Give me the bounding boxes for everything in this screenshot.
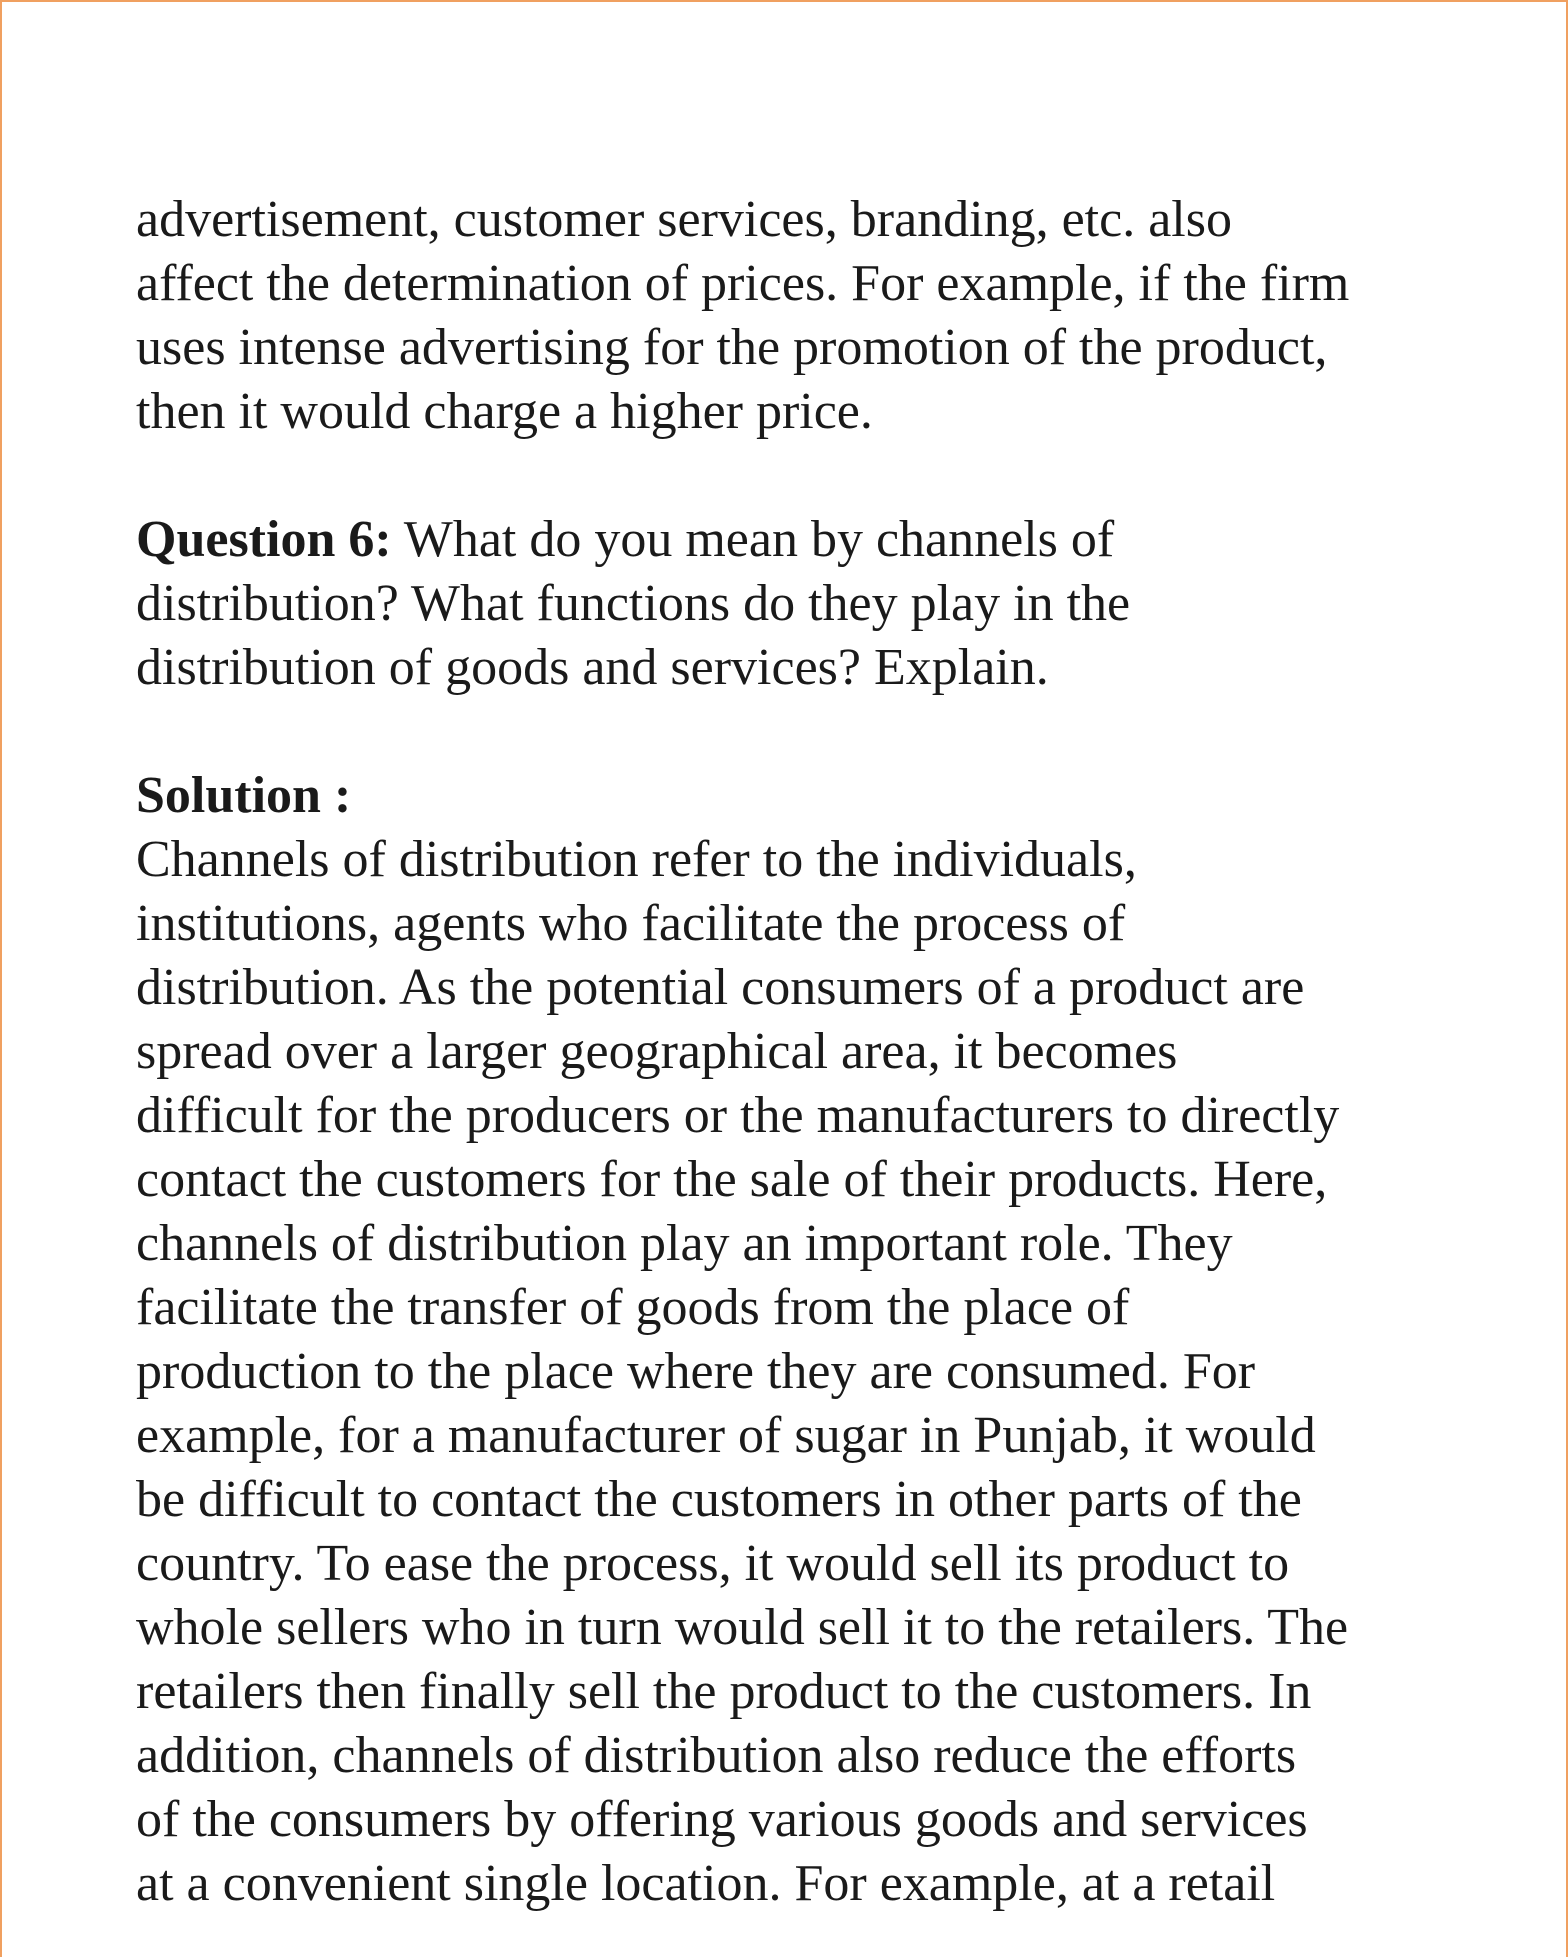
text-line: distribution. As the potential consumers of a product are xyxy=(136,959,1305,1016)
text-line: facilitate the transfer of goods from the place of xyxy=(136,1279,1130,1336)
text-line: be difficult to contact the customers in other parts of the xyxy=(136,1471,1302,1528)
question-label: Question 6: xyxy=(136,511,392,568)
paragraph-gap xyxy=(136,700,1456,764)
text-line: then it would charge a higher price. xyxy=(136,383,873,440)
question-first-line xyxy=(136,508,1456,572)
text-line: difficult for the producers or the manufacturers to directly xyxy=(136,1087,1340,1144)
text-line: country. To ease the process, it would sell its product to xyxy=(136,1535,1290,1592)
text-line: addition, channels of distribution also reduce the efforts xyxy=(136,1727,1297,1784)
text-line: spread over a larger geographical area, it becomes xyxy=(136,1023,1178,1080)
question-text: What do you mean by channels of xyxy=(391,511,1115,568)
text-line: distribution? What functions do they play in the xyxy=(136,575,1131,632)
text-line: Channels of distribution refer to the individuals, xyxy=(136,831,1137,888)
text-line: institutions, agents who facilitate the process of xyxy=(136,895,1126,952)
solution-paragraph xyxy=(136,764,1456,1916)
text-line: whole sellers who in turn would sell it to the retailers. The xyxy=(136,1599,1349,1656)
solution-heading: Solution : xyxy=(136,767,352,824)
text-line: channels of distribution play an important role. They xyxy=(136,1215,1233,1272)
question-paragraph xyxy=(136,508,1456,700)
text-line: retailers then finally sell the product to the customers. In xyxy=(136,1663,1312,1720)
text-line: distribution of goods and services? Explain. xyxy=(136,639,1049,696)
text-line: advertisement, customer services, branding, etc. also xyxy=(136,191,1232,248)
intro-paragraph xyxy=(136,188,1456,444)
paragraph-gap xyxy=(136,444,1456,508)
text-line: uses intense advertising for the promotion of the product, xyxy=(136,319,1328,376)
page-content xyxy=(136,188,1456,1916)
text-line: production to the place where they are consumed. For xyxy=(136,1343,1256,1400)
text-line: at a convenient single location. For example, at a retail xyxy=(136,1855,1276,1912)
text-line: example, for a manufacturer of sugar in Punjab, it would xyxy=(136,1407,1316,1464)
text-line: of the consumers by offering various goods and services xyxy=(136,1791,1308,1848)
text-line: contact the customers for the sale of their products. Here, xyxy=(136,1151,1328,1208)
text-line: affect the determination of prices. For example, if the firm xyxy=(136,255,1350,312)
